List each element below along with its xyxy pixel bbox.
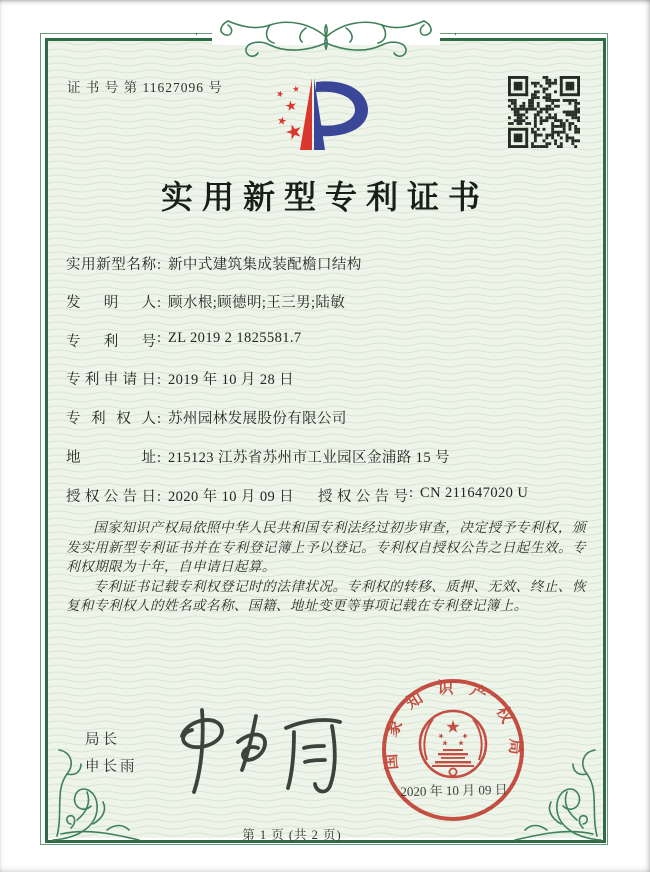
field-row-patentee: 专利权人: 苏州园林发展股份有限公司 — [66, 407, 590, 427]
field-label: 发明人 — [66, 295, 156, 311]
certificate-number: 证 书 号 第 11627096 号 — [67, 80, 223, 95]
field-label: 专利号 — [66, 334, 156, 350]
field-value: 顾水根;顾德明;王三男;陆敏 — [168, 295, 346, 311]
signature-script-icon — [168, 702, 348, 802]
field-row-address: 地址: 215123 江苏省苏州市工业园区金浦路 15 号 — [66, 446, 590, 466]
field-value: CN 211647020 U — [420, 485, 529, 501]
field-row-filing-date: 专利申请日: 2019 年 10 月 28 日 — [66, 368, 590, 388]
field-label: 授权公告号 — [318, 489, 408, 505]
cnipa-logo-icon — [252, 70, 402, 162]
field-value: 2020 年 10 月 09 日 — [168, 489, 295, 505]
legal-text-block — [66, 518, 586, 616]
top-border-ornament-icon — [196, 14, 456, 62]
field-row-name: 实用新型名称: 新中式建筑集成装配檐口结构 — [66, 253, 590, 273]
field-label: 专利申请日 — [66, 372, 156, 388]
field-label: 实用新型名称 — [66, 257, 156, 273]
official-seal — [378, 672, 530, 830]
field-label: 授权公告日 — [66, 489, 156, 505]
field-label: 地址 — [66, 450, 156, 466]
qr-code — [508, 76, 580, 148]
field-value: 苏州园林发展股份有限公司 — [168, 411, 347, 427]
national-emblem-icon — [420, 711, 486, 777]
field-value: 2019 年 10 月 28 日 — [168, 372, 295, 388]
field-value: ZL 2019 2 1825581.7 — [168, 330, 302, 346]
field-row-grant: 授权公告日: 2020 年 10 月 09 日 授权公告号: CN 211647020 U — [66, 485, 529, 505]
legal-paragraph: 国家知识产权局依照中华人民共和国专利法经过初步审查，决定授予专利权，颁发实用新型专利证书并在专利登记簿上予以登记。专利权自授权公告之日起生效。专利权期限为十年，自申请日起算。 — [66, 520, 586, 574]
field-row-patent-number: 专利号: ZL 2019 2 1825581.7 — [66, 330, 302, 350]
field-grant-number: 授权公告号: CN 211647020 U — [318, 485, 529, 505]
legal-paragraph: 专利证书记载专利权登记时的法律状况。专利权的转移、质押、无效、终止、恢复和专利权人的姓名或名称、国籍、地址变更等事项记载在专利登记簿上。 — [66, 578, 586, 613]
issue-date: 2020 年 10 月 09 日 — [400, 781, 508, 800]
signer-title: 局长 — [85, 732, 120, 748]
page-number: 第 1 页 (共 2 页) — [242, 828, 342, 842]
field-label: 专利权人 — [66, 411, 156, 427]
field-value: 新中式建筑集成装配檐口结构 — [168, 257, 362, 273]
signer-name: 申长雨 — [85, 759, 138, 775]
certificate-title: 实用新型专利证书 — [160, 179, 489, 215]
seal-text: 国家知识产权局 — [382, 680, 524, 771]
field-row-inventors: 发明人: 顾水根;顾德明;王三男;陆敏 — [66, 291, 590, 311]
field-value: 215123 江苏省苏州市工业园区金浦路 15 号 — [168, 450, 450, 466]
